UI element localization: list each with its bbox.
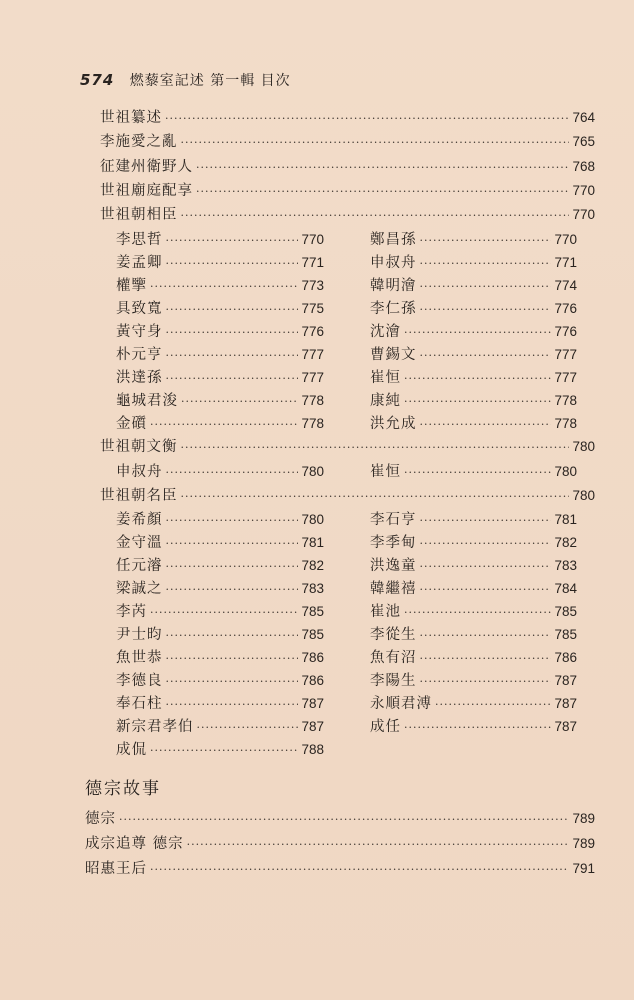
entry-page: 780	[554, 464, 577, 479]
toc-entry[interactable]	[100, 484, 595, 505]
entry-page: 770	[301, 232, 324, 247]
entry-title: 世祖朝相臣	[100, 207, 178, 223]
entry-title: 韓明澮	[370, 278, 417, 294]
entry-title: 沈澮	[370, 324, 401, 340]
toc-subentry[interactable]	[116, 715, 324, 736]
toc-subentry[interactable]	[370, 715, 577, 736]
entry-page: 770	[554, 232, 577, 247]
entry-page: 768	[572, 159, 595, 174]
entry-title: 金礩	[116, 416, 147, 432]
entry-title: 崔恒	[370, 370, 401, 386]
entry-title: 李季甸	[370, 535, 417, 551]
entry-title: 韓繼禧	[370, 581, 417, 597]
entry-page: 785	[554, 627, 577, 642]
entry-title: 任元濬	[116, 558, 163, 574]
entry-page: 778	[301, 393, 324, 408]
toc-entry[interactable]	[85, 857, 595, 878]
toc-subentry[interactable]	[370, 460, 577, 481]
toc-subentry[interactable]	[370, 554, 577, 575]
entry-title: 李施愛之亂	[100, 134, 178, 150]
entry-page: 776	[554, 324, 577, 339]
entry-title: 龜城君浚	[116, 393, 178, 409]
toc-subentry[interactable]	[116, 669, 324, 690]
toc-entry[interactable]	[100, 203, 595, 224]
entry-title: 李德良	[116, 673, 163, 689]
toc-subentry[interactable]	[370, 297, 577, 318]
entry-title: 成任	[370, 719, 401, 735]
entry-title: 成侃	[116, 742, 147, 758]
entry-page: 770	[572, 207, 595, 222]
entry-page: 789	[572, 836, 595, 851]
toc-subentry[interactable]	[116, 320, 324, 341]
entry-title: 崔恒	[370, 464, 401, 480]
entry-page: 777	[554, 370, 577, 385]
entry-page: 771	[554, 255, 577, 270]
entry-title: 成宗追尊 德宗	[85, 836, 184, 852]
entry-page: 787	[554, 719, 577, 734]
toc-entry[interactable]	[100, 155, 595, 176]
entry-page: 770	[572, 183, 595, 198]
entry-title: 新宗君孝伯	[116, 719, 194, 735]
entry-title: 尹士昀	[116, 627, 163, 643]
entry-page: 778	[301, 416, 324, 431]
entry-title: 崔池	[370, 604, 401, 620]
toc-entry[interactable]	[85, 832, 595, 853]
toc-entry[interactable]	[100, 435, 595, 456]
toc-subentry[interactable]	[116, 508, 324, 529]
entry-page: 785	[554, 604, 577, 619]
toc-subentry[interactable]	[116, 623, 324, 644]
toc-subentry[interactable]	[370, 228, 577, 249]
toc-subentry[interactable]	[116, 531, 324, 552]
entry-page: 787	[554, 673, 577, 688]
toc-subentry[interactable]	[370, 274, 577, 295]
entry-title: 康純	[370, 393, 401, 409]
entry-page: 777	[301, 370, 324, 385]
toc-subentry[interactable]	[116, 646, 324, 667]
entry-title: 洪允成	[370, 416, 417, 432]
entry-title: 姜希顏	[116, 512, 163, 528]
entry-page: 776	[554, 301, 577, 316]
toc-subentry[interactable]	[116, 251, 324, 272]
toc-subentry[interactable]	[370, 366, 577, 387]
toc-subentry[interactable]	[116, 577, 324, 598]
toc-subentry[interactable]	[116, 343, 324, 364]
entry-title: 洪達孫	[116, 370, 163, 386]
entry-page: 780	[572, 439, 595, 454]
entry-title: 黃守身	[116, 324, 163, 340]
entry-title: 權擥	[116, 278, 147, 294]
toc-subentry[interactable]	[116, 274, 324, 295]
toc-subentry[interactable]	[370, 669, 577, 690]
toc-subentry[interactable]	[370, 692, 577, 713]
entry-title: 曹錫文	[370, 347, 417, 363]
toc-subentry[interactable]	[370, 320, 577, 341]
toc-entry[interactable]	[100, 179, 595, 200]
toc-subentry[interactable]	[116, 600, 324, 621]
entry-page: 781	[554, 512, 577, 527]
toc-subentry[interactable]	[116, 366, 324, 387]
toc-subentry[interactable]	[116, 297, 324, 318]
entry-title: 奉石柱	[116, 696, 163, 712]
entry-page: 791	[572, 861, 595, 876]
entry-page: 785	[301, 604, 324, 619]
toc-subentry[interactable]	[370, 389, 577, 410]
entry-title: 征建州衛野人	[100, 159, 193, 175]
entry-page: 776	[301, 324, 324, 339]
entry-page: 778	[554, 393, 577, 408]
toc-subentry[interactable]	[370, 623, 577, 644]
entry-page: 780	[572, 488, 595, 503]
toc-entry[interactable]	[100, 106, 595, 127]
entry-page: 788	[301, 742, 324, 757]
entry-title: 魚世恭	[116, 650, 163, 666]
toc-subentry[interactable]	[116, 228, 324, 249]
entry-page: 786	[301, 673, 324, 688]
entry-page: 784	[554, 581, 577, 596]
entry-page: 777	[301, 347, 324, 362]
toc-subentry[interactable]	[116, 460, 324, 481]
entry-title: 德宗	[85, 811, 116, 827]
entry-title: 申叔舟	[370, 255, 417, 271]
entry-page: 783	[301, 581, 324, 596]
entry-title: 世祖朝文衡	[100, 439, 178, 455]
entry-page: 783	[554, 558, 577, 573]
entry-page: 775	[301, 301, 324, 316]
entry-title: 李陽生	[370, 673, 417, 689]
entry-title: 世祖廟庭配享	[100, 183, 193, 199]
entry-page: 787	[301, 696, 324, 711]
toc-subentry[interactable]	[370, 577, 577, 598]
toc-subentry[interactable]	[370, 343, 577, 364]
toc-subentry[interactable]	[370, 646, 577, 667]
entry-page: 782	[301, 558, 324, 573]
toc-subentry[interactable]	[116, 738, 324, 759]
page-header	[80, 70, 291, 90]
entry-page: 781	[301, 535, 324, 550]
entry-title: 昭惠王后	[85, 861, 147, 877]
entry-page: 782	[554, 535, 577, 550]
entry-title: 世祖朝名臣	[100, 488, 178, 504]
entry-page: 787	[554, 696, 577, 711]
toc-subentry[interactable]	[370, 412, 577, 433]
toc-subentry[interactable]	[116, 389, 324, 410]
entry-title: 金守溫	[116, 535, 163, 551]
toc-entry[interactable]	[100, 130, 595, 151]
entry-page: 765	[572, 134, 595, 149]
entry-title: 洪逸童	[370, 558, 417, 574]
entry-title: 李思哲	[116, 232, 163, 248]
toc-entry[interactable]	[85, 807, 595, 828]
entry-page: 780	[301, 512, 324, 527]
toc-subentry[interactable]	[370, 508, 577, 529]
entry-title: 梁誠之	[116, 581, 163, 597]
toc-subentry[interactable]	[370, 531, 577, 552]
toc-subentry[interactable]	[116, 412, 324, 433]
entry-title: 具致寬	[116, 301, 163, 317]
entry-title: 李芮	[116, 604, 147, 620]
entry-page: 778	[554, 416, 577, 431]
entry-title: 魚有沼	[370, 650, 417, 666]
entry-title: 世祖纂述	[100, 110, 162, 126]
entry-page: 789	[572, 811, 595, 826]
entry-page: 786	[301, 650, 324, 665]
entry-page: 773	[301, 278, 324, 293]
entry-page: 786	[554, 650, 577, 665]
entry-page: 764	[572, 110, 595, 125]
toc-subentry[interactable]	[370, 251, 577, 272]
toc-subentry[interactable]	[116, 554, 324, 575]
entry-title: 朴元亨	[116, 347, 163, 363]
entry-page: 780	[301, 464, 324, 479]
toc-subentry[interactable]	[116, 692, 324, 713]
section-heading: 德宗故事	[85, 779, 161, 799]
entry-page: 785	[301, 627, 324, 642]
entry-title: 李從生	[370, 627, 417, 643]
toc-subentry[interactable]	[370, 600, 577, 621]
entry-page: 771	[301, 255, 324, 270]
book-title: 燃藜室記述 第一輯 目次	[129, 73, 291, 89]
entry-page: 787	[301, 719, 324, 734]
entry-page: 777	[554, 347, 577, 362]
entry-title: 永順君溥	[370, 696, 432, 712]
entry-title: 李仁孫	[370, 301, 417, 317]
entry-title: 李石亨	[370, 512, 417, 528]
entry-title: 鄭昌孫	[370, 232, 417, 248]
entry-title: 申叔舟	[116, 464, 163, 480]
entry-page: 774	[554, 278, 577, 293]
page-number: 574	[80, 71, 115, 89]
entry-title: 姜孟卿	[116, 255, 163, 271]
